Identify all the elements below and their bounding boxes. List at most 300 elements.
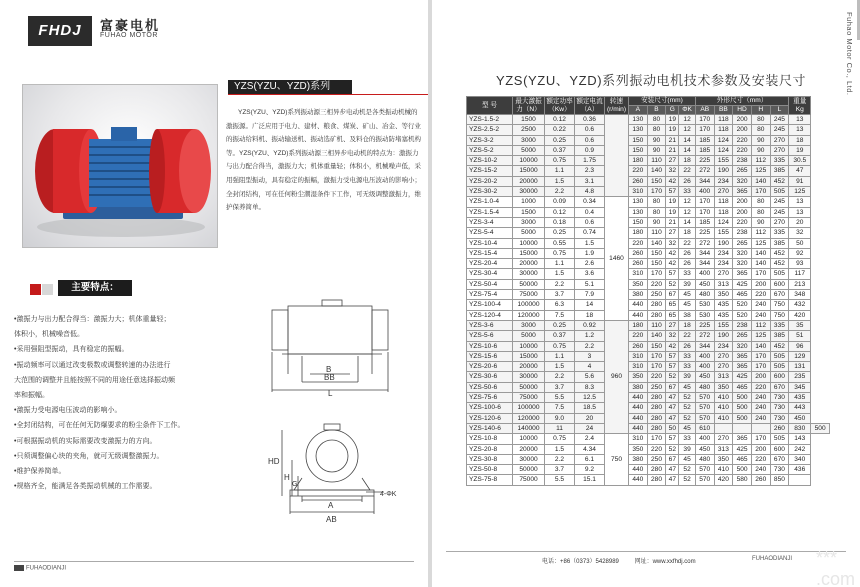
value-cell: 270 xyxy=(770,135,789,145)
value-cell: 39 xyxy=(679,279,696,289)
contact-info xyxy=(542,556,710,565)
value-cell: 240 xyxy=(751,300,770,310)
value-cell: 80 xyxy=(647,115,666,125)
value-cell: 19 xyxy=(789,145,811,155)
value-cell: 270 xyxy=(714,362,733,372)
model-cell: YZS-50-4 xyxy=(467,279,513,289)
value-cell: 3.7 xyxy=(545,290,575,300)
table-row xyxy=(467,228,830,238)
value-cell: 140 xyxy=(647,331,666,341)
value-cell: 11 xyxy=(545,423,575,433)
value-cell: 320 xyxy=(733,248,752,258)
value-cell: 52 xyxy=(679,403,696,413)
value-cell: 42 xyxy=(666,341,679,351)
value-cell: 265 xyxy=(733,238,752,248)
subcol-7: H xyxy=(751,106,770,115)
value-cell: 7.9 xyxy=(575,290,605,300)
value-cell: 33 xyxy=(679,351,696,361)
series-title-bar: YZS(YZU、YZD)系列 xyxy=(228,80,352,94)
value-cell: 52 xyxy=(679,465,696,475)
value-cell: 18 xyxy=(789,135,811,145)
value-cell: 90 xyxy=(751,217,770,227)
left-page xyxy=(0,0,428,587)
value-cell: 365 xyxy=(733,269,752,279)
subcol-4: AB xyxy=(695,106,714,115)
value-cell: 22 xyxy=(679,238,696,248)
value-cell: 50 xyxy=(789,238,811,248)
model-cell: YZS-15-6 xyxy=(467,351,513,361)
model-cell: YZS-10-6 xyxy=(467,341,513,351)
model-cell: YZS-30-6 xyxy=(467,372,513,382)
feature-item: 大范围的调整并且能按照不同的用途任意选择振动频 xyxy=(14,376,175,384)
value-cell: 125 xyxy=(751,331,770,341)
value-cell: 348 xyxy=(789,290,811,300)
value-cell: 117 xyxy=(789,269,811,279)
value-cell: 238 xyxy=(733,320,752,330)
value-cell: 26 xyxy=(679,248,696,258)
value-cell: 47 xyxy=(789,166,811,176)
value-cell: 270 xyxy=(770,217,789,227)
value-cell: 505 xyxy=(770,187,789,197)
value-cell: 505 xyxy=(770,351,789,361)
value-cell: 200 xyxy=(733,207,752,217)
value-cell: 272 xyxy=(695,166,714,176)
left-footer: FUHAODIANJI xyxy=(14,565,66,572)
value-cell: 2.2 xyxy=(545,279,575,289)
col-model: 型 号 xyxy=(467,97,513,115)
value-cell: 80 xyxy=(647,125,666,135)
value-cell: 47 xyxy=(666,403,679,413)
value-cell: 170 xyxy=(751,434,770,444)
col-outline: 外形尺寸（mm） xyxy=(695,97,788,106)
value-cell: 57 xyxy=(666,434,679,444)
value-cell: 4.8 xyxy=(575,187,605,197)
value-cell: 30000 xyxy=(513,187,545,197)
value-cell: 570 xyxy=(695,413,714,423)
table-row xyxy=(467,413,830,423)
value-cell: 118 xyxy=(714,197,733,207)
value-cell: 335 xyxy=(770,228,789,238)
front-view-drawing xyxy=(262,420,412,530)
value-cell: 18 xyxy=(679,320,696,330)
value-cell: 14 xyxy=(575,300,605,310)
value-cell: 500 xyxy=(733,465,752,475)
speed-cell: 960 xyxy=(605,320,629,433)
value-cell: 5.5 xyxy=(545,393,575,403)
value-cell: 7.5 xyxy=(545,403,575,413)
footer-divider xyxy=(14,561,414,562)
value-cell: 670 xyxy=(770,290,789,300)
value-cell: 39 xyxy=(679,444,696,454)
value-cell: 730 xyxy=(770,403,789,413)
value-cell: 170 xyxy=(751,269,770,279)
value-cell: 1.1 xyxy=(545,166,575,176)
value-cell: 600 xyxy=(770,444,789,454)
brand-name-cn: 富豪电机 xyxy=(100,18,161,33)
value-cell: 320 xyxy=(733,259,752,269)
value-cell: 57 xyxy=(666,187,679,197)
value-cell: 1.1 xyxy=(545,351,575,361)
value-cell: 9.2 xyxy=(575,465,605,475)
value-cell: 245 xyxy=(770,197,789,207)
value-cell: 42 xyxy=(666,176,679,186)
value-cell: 250 xyxy=(647,290,666,300)
value-cell: 440 xyxy=(629,310,648,320)
value-cell: 272 xyxy=(695,238,714,248)
value-cell: 520 xyxy=(733,310,752,320)
value-cell: 47 xyxy=(666,465,679,475)
value-cell: 0.74 xyxy=(575,228,605,238)
value-cell: 45 xyxy=(679,423,696,433)
model-cell: YZS-1.5-2 xyxy=(467,115,513,125)
value-cell: 118 xyxy=(714,115,733,125)
value-cell: 18 xyxy=(679,156,696,166)
col-current: 额定电流（A） xyxy=(576,97,603,113)
value-cell: 220 xyxy=(733,145,752,155)
brand-name-en: FUHAO MOTOR xyxy=(100,32,158,39)
model-cell: YZS-75-6 xyxy=(467,393,513,403)
value-cell: 30000 xyxy=(513,372,545,382)
model-cell: YZS-30-8 xyxy=(467,454,513,464)
value-cell: 310 xyxy=(629,269,648,279)
value-cell: 27 xyxy=(666,320,679,330)
table-row xyxy=(467,248,830,258)
value-cell: 15.1 xyxy=(575,475,605,485)
value-cell: 65 xyxy=(666,300,679,310)
value-cell: 310 xyxy=(629,362,648,372)
table-row xyxy=(467,125,830,135)
value-cell: 42 xyxy=(666,259,679,269)
value-cell: 240 xyxy=(751,310,770,320)
value-cell: 0.75 xyxy=(545,341,575,351)
value-cell: 27 xyxy=(666,156,679,166)
value-cell: 0.9 xyxy=(575,145,605,155)
model-cell: YZS-75-4 xyxy=(467,290,513,300)
value-cell: 92 xyxy=(789,248,811,258)
value-cell: 730 xyxy=(770,413,789,423)
value-cell: 140 xyxy=(751,259,770,269)
value-cell: 2.2 xyxy=(575,341,605,351)
value-cell: 14 xyxy=(679,217,696,227)
value-cell: 5000 xyxy=(513,228,545,238)
value-cell: 400 xyxy=(695,351,714,361)
value-cell: 80 xyxy=(647,207,666,217)
value-cell: 2.6 xyxy=(575,259,605,269)
model-cell: YZS-30-2 xyxy=(467,187,513,197)
feature-item: 体积小，机械噪音低。 xyxy=(14,331,84,339)
value-cell: 112 xyxy=(751,320,770,330)
value-cell: 440 xyxy=(629,393,648,403)
value-cell: 530 xyxy=(695,310,714,320)
value-cell: 240 xyxy=(751,413,770,423)
value-cell: 22 xyxy=(679,166,696,176)
spine-text: Fuhao Motor Co., Ltd. xyxy=(845,12,854,96)
value-cell: 14 xyxy=(679,135,696,145)
value-cell: 130 xyxy=(629,207,648,217)
value-cell: 150 xyxy=(629,135,648,145)
value-cell: 385 xyxy=(770,331,789,341)
value-cell: 240 xyxy=(751,403,770,413)
model-cell: YZS-50-8 xyxy=(467,465,513,475)
value-cell: 45 xyxy=(679,454,696,464)
vibration-motor-illustration xyxy=(23,85,219,249)
value-cell: 730 xyxy=(770,465,789,475)
value-cell: 67 xyxy=(666,454,679,464)
value-cell: 12 xyxy=(679,125,696,135)
table-row xyxy=(467,310,830,320)
value-cell: 270 xyxy=(714,351,733,361)
value-cell: 452 xyxy=(770,176,789,186)
value-cell: 435 xyxy=(714,310,733,320)
value-cell: 610 xyxy=(695,423,714,433)
value-cell: 340 xyxy=(789,454,811,464)
value-cell: 320 xyxy=(733,341,752,351)
value-cell: 450 xyxy=(789,413,811,423)
value-cell: 450 xyxy=(695,444,714,454)
value-cell: 443 xyxy=(789,403,811,413)
value-cell: 3.7 xyxy=(545,465,575,475)
value-cell: 52 xyxy=(679,393,696,403)
value-cell: 22 xyxy=(679,331,696,341)
value-cell: 13 xyxy=(789,197,811,207)
value-cell: 45 xyxy=(679,382,696,392)
value-cell: 245 xyxy=(770,207,789,217)
value-cell: 150 xyxy=(647,248,666,258)
value-cell: 280 xyxy=(647,413,666,423)
subcol-3: ΦK xyxy=(679,106,696,115)
value-cell: 1.2 xyxy=(575,331,605,341)
value-cell: 12 xyxy=(679,115,696,125)
value-cell: 310 xyxy=(629,187,648,197)
table-row xyxy=(467,423,830,433)
contact-website: 网址：www.xxfhdj.com xyxy=(634,559,696,565)
model-cell: YZS-100-4 xyxy=(467,300,513,310)
value-cell: 480 xyxy=(695,382,714,392)
value-cell: 234 xyxy=(714,248,733,258)
value-cell: 57 xyxy=(666,351,679,361)
value-cell: 5000 xyxy=(513,145,545,155)
value-cell: 2.2 xyxy=(545,454,575,464)
value-cell: 440 xyxy=(629,300,648,310)
value-cell: 245 xyxy=(770,115,789,125)
value-cell: 180 xyxy=(629,156,648,166)
model-cell: YZS-120-4 xyxy=(467,310,513,320)
subcol-2: G xyxy=(666,106,679,115)
value-cell: 33 xyxy=(679,362,696,372)
value-cell: 250 xyxy=(647,382,666,392)
value-cell: 280 xyxy=(647,423,666,433)
value-cell: 0.6 xyxy=(575,125,605,135)
value-cell: 143 xyxy=(789,434,811,444)
value-cell: 170 xyxy=(751,187,770,197)
value-cell: 345 xyxy=(789,382,811,392)
value-cell: 350 xyxy=(714,454,733,464)
value-cell: 125 xyxy=(751,238,770,248)
value-cell: 140 xyxy=(647,238,666,248)
value-cell: 320 xyxy=(733,176,752,186)
dim-label-a: A xyxy=(328,501,334,510)
table-row xyxy=(467,207,830,217)
value-cell: 32 xyxy=(666,331,679,341)
model-cell: YZS-3-2 xyxy=(467,135,513,145)
value-cell: 313 xyxy=(714,372,733,382)
value-cell: 12.5 xyxy=(575,393,605,403)
subcol-1: B xyxy=(647,106,666,115)
col-speed: 转速(r/min) xyxy=(605,97,629,115)
value-cell: 480 xyxy=(695,290,714,300)
table-row xyxy=(467,454,830,464)
value-cell: 260 xyxy=(770,423,789,433)
value-cell xyxy=(714,423,733,433)
value-cell: 1500 xyxy=(513,115,545,125)
value-cell: 200 xyxy=(751,444,770,454)
dim-label-l: L xyxy=(328,389,333,396)
value-cell: 47 xyxy=(666,475,679,485)
table-row xyxy=(467,197,830,207)
value-cell: 1.9 xyxy=(575,248,605,258)
model-cell: YZS-15-2 xyxy=(467,166,513,176)
value-cell: 480 xyxy=(695,454,714,464)
model-cell: YZS-2.5-2 xyxy=(467,125,513,135)
table-row xyxy=(467,372,830,382)
value-cell: 32 xyxy=(666,166,679,176)
value-cell: 150 xyxy=(629,217,648,227)
value-cell: 130 xyxy=(629,197,648,207)
model-cell: YZS-120-6 xyxy=(467,413,513,423)
features-list xyxy=(14,312,242,494)
value-cell: 0.25 xyxy=(545,320,575,330)
value-cell: 220 xyxy=(647,279,666,289)
value-cell: 9.0 xyxy=(545,413,575,423)
feature-item: •全封闭结构，可在任何无防爆要求的粉尘条件下工作。 xyxy=(14,422,185,430)
value-cell xyxy=(789,475,811,485)
value-cell: 344 xyxy=(695,248,714,258)
value-cell: 50 xyxy=(666,423,679,433)
col-weight: 重量Kg xyxy=(789,97,811,115)
table-row xyxy=(467,465,830,475)
value-cell: 270 xyxy=(714,269,733,279)
value-cell: 75000 xyxy=(513,290,545,300)
value-cell: 465 xyxy=(733,290,752,300)
feature-item: 率和振幅。 xyxy=(14,392,49,400)
value-cell: 3 xyxy=(575,351,605,361)
value-cell: 5.5 xyxy=(545,475,575,485)
value-cell: 505 xyxy=(770,434,789,444)
spec-table xyxy=(466,96,830,486)
value-cell: 1.5 xyxy=(545,444,575,454)
value-cell: 5.1 xyxy=(575,279,605,289)
value-cell: 380 xyxy=(629,454,648,464)
value-cell: 180 xyxy=(629,320,648,330)
value-cell: 18 xyxy=(679,228,696,238)
value-cell: 260 xyxy=(629,248,648,258)
value-cell: 200 xyxy=(733,125,752,135)
value-cell: 520 xyxy=(733,300,752,310)
value-cell: 26 xyxy=(679,176,696,186)
value-cell: 170 xyxy=(647,362,666,372)
table-row xyxy=(467,382,830,392)
value-cell: 52 xyxy=(666,279,679,289)
value-cell: 420 xyxy=(789,310,811,320)
value-cell: 600 xyxy=(770,279,789,289)
model-cell: YZS-5-4 xyxy=(467,228,513,238)
value-cell: 270 xyxy=(714,187,733,197)
value-cell: 0.34 xyxy=(575,197,605,207)
value-cell: 350 xyxy=(714,290,733,300)
value-cell: 0.75 xyxy=(545,248,575,258)
value-cell: 440 xyxy=(629,465,648,475)
value-cell: 440 xyxy=(629,413,648,423)
table-row xyxy=(467,362,830,372)
value-cell: 39 xyxy=(679,372,696,382)
value-cell: 500 xyxy=(733,393,752,403)
value-cell: 100000 xyxy=(513,300,545,310)
value-cell: 2.2 xyxy=(545,372,575,382)
value-cell: 440 xyxy=(629,423,648,433)
value-cell: 21 xyxy=(666,145,679,155)
value-cell: 432 xyxy=(789,300,811,310)
value-cell: 190 xyxy=(714,238,733,248)
value-cell: 19 xyxy=(666,115,679,125)
value-cell: 120000 xyxy=(513,310,545,320)
value-cell: 452 xyxy=(770,341,789,351)
value-cell: 280 xyxy=(647,465,666,475)
model-cell: YZS-10-2 xyxy=(467,156,513,166)
value-cell: 410 xyxy=(714,465,733,475)
value-cell: 220 xyxy=(647,372,666,382)
value-cell: 0.37 xyxy=(545,145,575,155)
value-cell: 365 xyxy=(733,434,752,444)
value-cell: 225 xyxy=(695,156,714,166)
table-row xyxy=(467,176,830,186)
value-cell: 420 xyxy=(714,475,733,485)
value-cell: 270 xyxy=(714,434,733,444)
value-cell: 185 xyxy=(695,145,714,155)
value-cell: 0.25 xyxy=(545,135,575,145)
value-cell: 47 xyxy=(666,413,679,423)
value-cell: 1.5 xyxy=(545,176,575,186)
model-cell: YZS-50-6 xyxy=(467,382,513,392)
value-cell: 5000 xyxy=(513,331,545,341)
value-cell: 234 xyxy=(714,341,733,351)
value-cell: 124 xyxy=(714,135,733,145)
value-cell: 0.92 xyxy=(575,320,605,330)
value-cell: 52 xyxy=(679,413,696,423)
value-cell: 220 xyxy=(629,166,648,176)
model-cell: YZS-20-8 xyxy=(467,444,513,454)
dim-label-h: H xyxy=(284,473,290,482)
value-cell: 220 xyxy=(629,331,648,341)
value-cell: 452 xyxy=(770,259,789,269)
value-cell: 505 xyxy=(770,362,789,372)
value-cell: 150 xyxy=(647,259,666,269)
features-title: 主要特点： xyxy=(58,280,132,296)
value-cell: 170 xyxy=(695,207,714,217)
value-cell: 238 xyxy=(733,228,752,238)
footer-divider xyxy=(446,551,846,552)
table-row xyxy=(467,393,830,403)
subcol-0: A xyxy=(629,106,648,115)
table-row xyxy=(467,434,830,444)
value-cell: 200 xyxy=(733,115,752,125)
value-cell: 45 xyxy=(679,300,696,310)
value-cell: 530 xyxy=(695,300,714,310)
value-cell: 365 xyxy=(733,351,752,361)
value-cell: 93 xyxy=(789,259,811,269)
value-cell: 0.37 xyxy=(545,331,575,341)
subcol-6: HD xyxy=(733,106,752,115)
value-cell: 425 xyxy=(733,372,752,382)
